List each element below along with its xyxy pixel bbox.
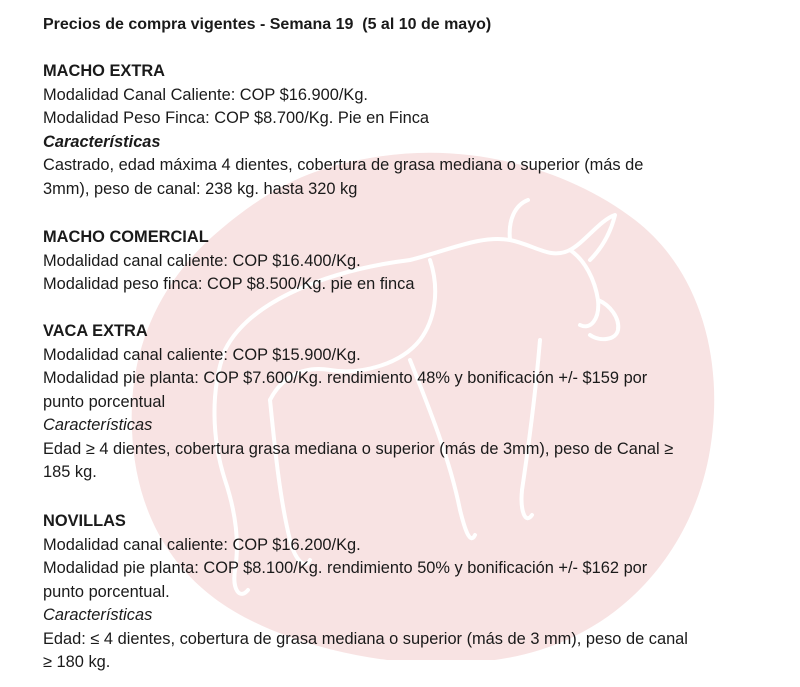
price-line: Modalidad canal caliente: COP $16.400/Kg. (43, 251, 361, 270)
price-line: Modalidad peso finca: COP $8.500/Kg. pie en finca (43, 275, 415, 293)
price-line: Modalidad Canal Caliente: COP $16.900/Kg. (43, 85, 368, 104)
price-line: punto porcentual. (43, 582, 170, 601)
characteristics-text: Edad: ≤ 4 dientes, cobertura de grasa mediana o superior (más de 3 mm), peso de canal (43, 629, 688, 648)
page-title: Precios de compra vigentes - Semana 19 (5 al 10 de mayo) (43, 16, 492, 33)
characteristics-text: Castrado, edad máxima 4 dientes, cobertura de grasa mediana o superior (más de (43, 156, 644, 174)
price-line: punto porcentual (43, 392, 166, 411)
section-title: MACHO EXTRA (43, 62, 166, 80)
section-vaca-extra (43, 320, 778, 485)
characteristics-label: Características (43, 132, 161, 151)
section-macho-comercial (43, 226, 778, 297)
section-title: NOVILLAS (43, 512, 126, 530)
section-title: VACA EXTRA (43, 322, 148, 340)
section-macho-extra (43, 60, 778, 201)
price-line: Modalidad canal caliente: COP $16.200/Kg. (43, 535, 361, 554)
characteristics-label: Características (43, 606, 153, 624)
section-title: MACHO COMERCIAL (43, 228, 209, 246)
price-line: Modalidad canal caliente: COP $15.900/Kg. (43, 345, 361, 364)
price-line: Modalidad Peso Finca: COP $8.700/Kg. Pie en Finca (43, 109, 430, 127)
section-novillas (43, 510, 778, 675)
price-line: Modalidad pie planta: COP $8.100/Kg. rendimiento 50% y bonificación +/- $162 por (43, 559, 648, 577)
characteristics-text: ≥ 180 kg. (43, 653, 111, 671)
price-line: Modalidad pie planta: COP $7.600/Kg. rendimiento 48% y bonificación +/- $159 por (43, 369, 648, 387)
characteristics-label: Características (43, 416, 153, 434)
characteristics-text: Edad ≥ 4 dientes, cobertura grasa mediana o superior (más de 3mm), peso de Canal ≥ (43, 439, 674, 458)
characteristics-text: 185 kg. (43, 463, 97, 481)
characteristics-text: 3mm), peso de canal: 238 kg. hasta 320 kg (43, 179, 358, 198)
